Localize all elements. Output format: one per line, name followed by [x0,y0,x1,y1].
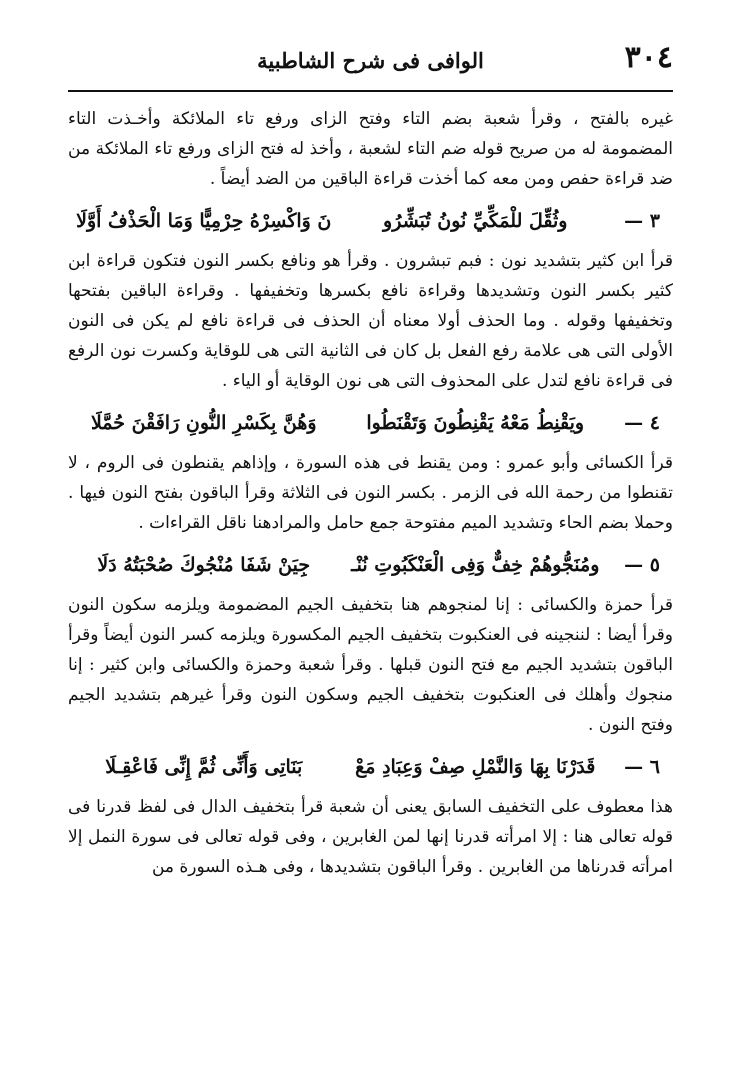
verse-number: ٦ — [624,756,660,778]
commentary-paragraph: قرأ حمزة والكسائى : إنا لمنجوهم هنا بتخفيف الجيم المضمومة ويلزمه سكون النون وقرأ أيضا : لننجينه فى العنكبوت بتخفيف الجيم المكسورة ويلزمه كسر النون أيضاً وقرأ الباقون بتشديد الجيم مع فتح النون قبلها . وقرأ شعبة وحمزة والكسائى وابن كثير : إنا منجوك وأهلك فى العنكبوت بتخفيف الجيم وسكون النون وقرأ غيرهم بتشديد الجيم وفتح النون . [68,595,673,735]
verse-second-hemistich: نَ وَاكْسِرْهُ حِرْمِيًّا وَمَا الْحَذْفُ أَوَّلَا [76,210,332,232]
page-body [68,104,673,882]
verse-first-hemistich: وثُقِّلَ للْمَكِّيِّ نُونُ تُبَشِّرُو [383,210,568,232]
commentary-paragraph: هذا معطوف على التخفيف السابق يعنى أن شعبة قرأ بتخفيف الدال فى لفظ قدرنا فى قوله تعالى هنا : إلا امرأته قدرنا إنها لمن الغابرين ، وفى قوله تعالى فى سورة النمل إلا امرأته قدرناها من الغابرين . وقرأ الباقون بتشديدها ، وفى هـذه السورة من [68,797,673,877]
commentary-paragraph: قرأ ابن كثير بتشديد نون : فبم تبشرون . وقرأ هو ونافع بكسر النون فتكون قراءة ابن كثير بكسر النون وتشديدها وقراءة نافع بكسرها وتخفيفها . وقراءة الباقين بفتحها وتخفيفها وقوله . وما الحذف أولا معناه أن الحذف فى قراءة نافع لم يكن فى النون الأولى التى هى علامة رفع الفعل بل كان فى الثانية التى هى للوقاية وكسرت نون الرفع فى قراءة نافع لتدل على المحذوف التى هى نون الوقاية أو الياء . [68,251,673,391]
commentary-paragraph: قرأ الكسائى وأبو عمرو : ومن يقنط فى هذه السورة ، وإذاهم يقنطون فى الروم ، لا تقنطوا من رحمة الله فى الزمر . بكسر النون فى الثلاثة وقرأ الباقون بفتح النون فيها . وحملا بضم الحاء وتشديد الميم مفتوحة جمع حامل والمرادهنا ناقل القراءات . [68,453,673,533]
verse-line [68,550,673,580]
verse-first-hemistich: ومُنَجُّوهُمْ خِفٌّ وَفِى الْعَنْكَبُوتِ نُنْـ [351,554,600,576]
verse-line [68,752,673,782]
verse-second-hemistich: وَهُنَّ بِكَسْرِ النُّونِ رَافَقْنَ حُمَّلَا [90,412,317,434]
page-header [68,40,673,88]
commentary-paragraph: غيره بالفتح ، وقرأ شعبة بضم التاء وفتح الزاى ورفع تاء الملائكة وأخـذت التاء المضمومة له من صريح قوله ضم التاء لشعبة ، وأخذ له فتح الزاى ورفع تاء الملائكة من ضد قراءة حفص ومن معه كما أخذت قراءة الباقين من الضد أيضاً . [68,109,673,189]
running-title: الوافى فى شرح الشاطبية [257,48,484,73]
verse-second-hemistich: جِيَنْ شَفَا مُنْجُوكَ صُحْبَتُهُ دَلَا [97,554,311,576]
verse-line [68,408,673,438]
header-rule [68,90,673,92]
verse-number: ٤ — [624,412,660,434]
page-number: ٣٠٤ [624,40,673,75]
verse-line [68,206,673,236]
verse-number: ٥ — [624,554,660,576]
verse-first-hemistich: قَدَرْنَا بِهَا وَالنَّمْلِ صِفْ وَعِبَادِ مَعْ [355,756,596,778]
verse-first-hemistich: ويَقْنِطُ مَعْهُ يَقْنِطُونَ وَتَقْنَطُوا [366,412,585,434]
verse-number: ٣ — [624,210,660,232]
verse-second-hemistich: بَنَاتِى وَأَنِّى ثُمَّ إِنِّى فَاعْقِـلَا [105,756,303,778]
